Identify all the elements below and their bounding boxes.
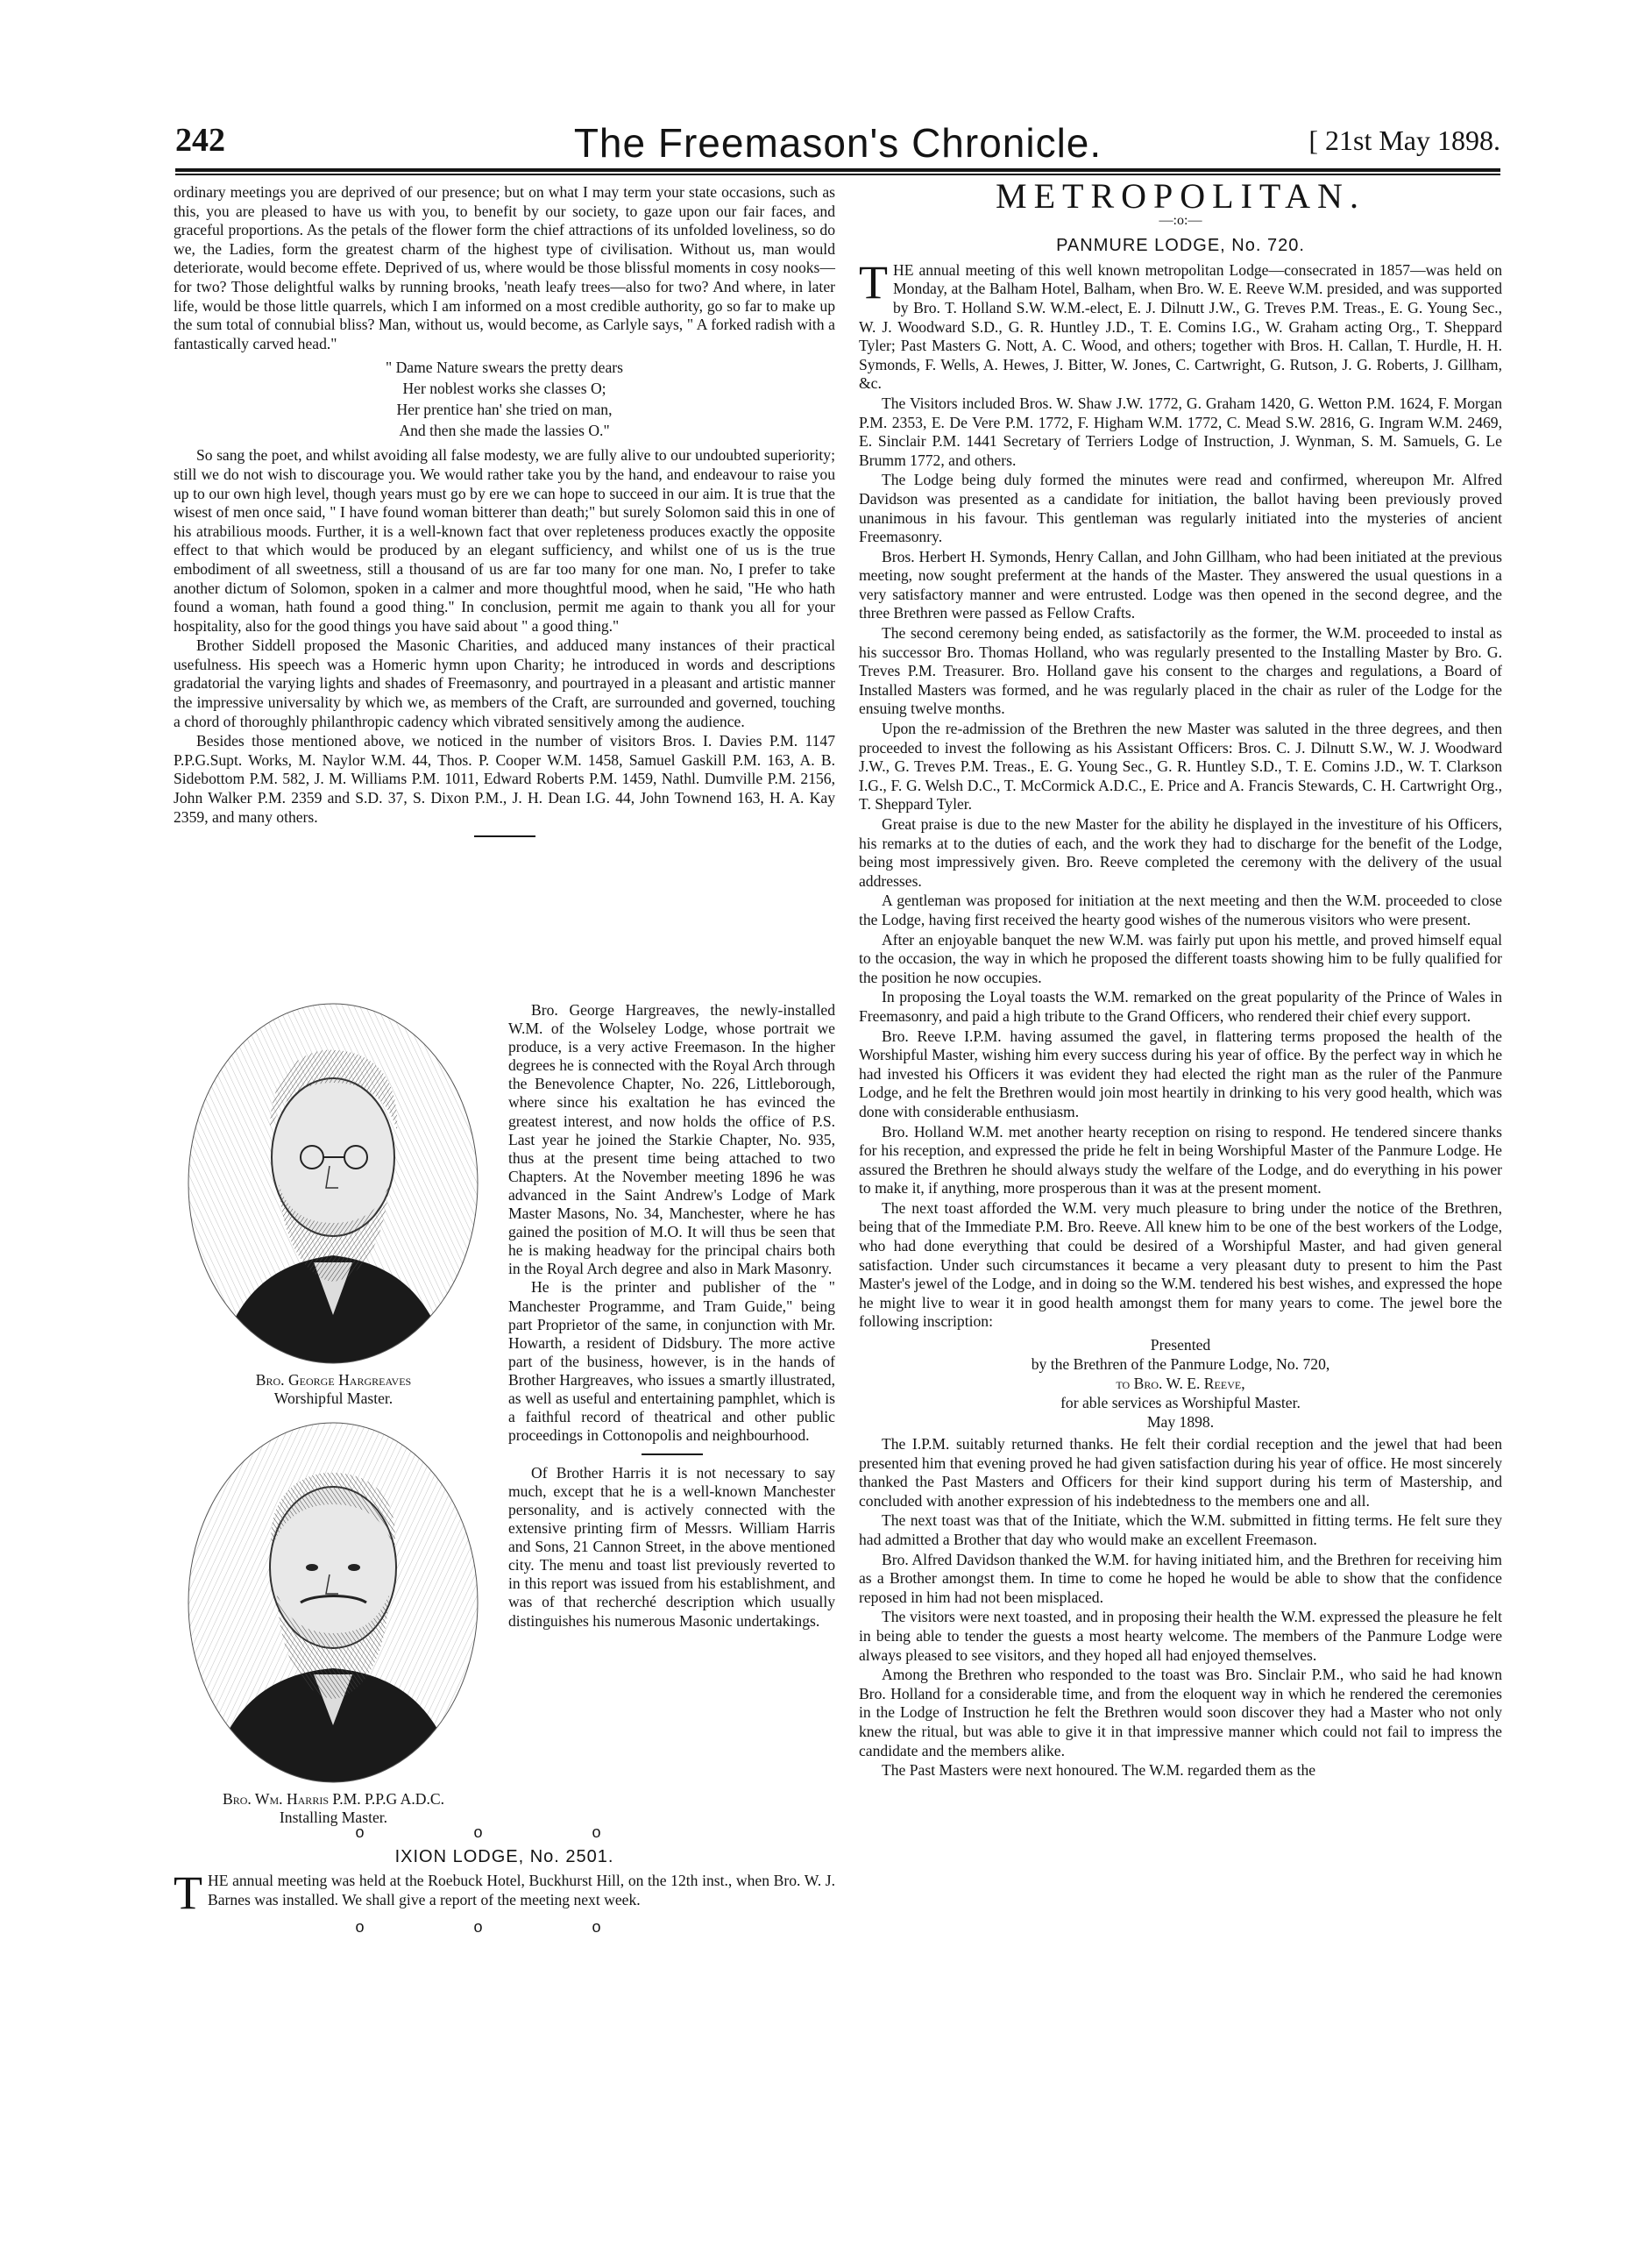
paragraph: The I.P.M. suitably returned thanks. He felt their cordial reception and the jewel that had been presented him that evening proved he had given satisfaction during his year of office. He most sincerely thanked the Past Masters and Officers for their kind support during his term of Mastership, and concluded with another expression of his indebtedness to the members one and all. <box>859 1435 1502 1510</box>
paragraph-text: HE annual meeting of this well known metropolitan Lodge—consecrated in 1857—was held on Monday, at the Balham Hotel, Balham, when Bro. W. E. Reeve W.M. presided, and was supported by Bro. T. Holland S.W. W.M.-elect, E. J. Dilnutt J.W., G. Treves P.M. Treas., E. G. Young Sec., W. J. Woodward S.D., G. R. Huntley J.D., T. E. Comins I.G., W. Graham acting Org., T. Sheppard Tyler; Past Masters G. Nott, A. C. Wood, and others; together with Bros. H. Callan, T. Hurdle, H. H. Symonds, F. Wells, A. Hewes, J. Bitter, W. Jones, C. Cartwright, G. Rutson, J. G. Roberts, J. Gillham, &c. <box>859 260 1502 393</box>
verse-line: Her noblest works she classes O; <box>402 380 606 398</box>
inscription-line: by the Brethren of the Panmure Lodge, No. 720, <box>1031 1355 1330 1374</box>
portrait-hargreaves <box>182 999 485 1408</box>
paragraph: ordinary meetings you are deprived of our presence; but on what I may term your state occasions, such as this, you are pleased to have us with you, to benefit by our society, to gaze upon our fair faces, and graceful proportions. As the petals of the flower form the chief attractions of its unfolded loveliness, so do we, the Ladies, form the greatest charm of the highest type of civilisation. Without us, man would deteriorate, would become effete. Deprived of us, where would be those blissful moments in cosy nooks—for two? Those delightful walks by running brooks, 'neath leafy trees—also for two? And where, in later life, would be those little quarrels, which I am informed on a most credible authority, go so far to make up the sum total of connubial bliss? Man, without us, would become, as Carlyle says, " A forked radish with a fantastically carved head." <box>174 183 835 352</box>
newspaper-title: The Freemason's Chronicle. <box>573 120 1103 166</box>
paragraph: Bro. Alfred Davidson thanked the W.M. for having initiated him, and the Brethren for receiving him as a Brother amongst them. In time to come he hoped he would be able to show that the confidence reposed in him had not been misplaced. <box>859 1550 1502 1606</box>
paragraph: The Lodge being duly formed the minutes were read and confirmed, whereupon Mr. Alfred Davidson was presented as a candidate for initiation, the ballot having been previously proved unanimous in his favour. This gentleman was regularly initiated into the mysteries of ancient Freemasonry. <box>859 471 1502 546</box>
caption-hargreaves <box>182 1371 485 1408</box>
paragraph: A gentleman was proposed for initiation at the next meeting and then the W.M. proceeded to close the Lodge, having first received the hearty good wishes of the numerous visitors who were present. <box>859 892 1502 928</box>
ornament: o o o <box>355 1918 654 1937</box>
ixion-lodge-section <box>174 1823 835 1937</box>
inscription-line: May 1898. <box>1146 1413 1215 1432</box>
page-number: 242 <box>175 122 225 159</box>
paragraph: Brother Siddell proposed the Masonic Charities, and adduced many instances of their practical usefulness. His speech was a Homeric hymn upon Charity; he introduced in words and descriptions gradatorial the varying lights and shades of Freemasonry, and pourtrayed in a pleasant and artistic manner the impressive universality by which we, as members of the Craft, are surrounded and governed, touching a chord of thoroughly philanthropic cadency which vibrated sensitively among the audience. <box>174 636 835 730</box>
paragraph <box>174 1866 835 1920</box>
portrait-hargreaves-engraving-icon <box>182 999 485 1368</box>
verse-line: And then she made the lassies O." <box>399 422 610 440</box>
paragraph: Upon the re-admission of the Brethren the new Master was saluted in the three degrees, and then proceeded to invest the following as his Assistant Officers: Bros. C. J. Dilnutt S.W., W. J. Woodward J.W., G. Treves P.M. Treas., E. G. Young Sec., G. R. Huntley S.D., T. E. Comins J.D., W. T. Clarkson I.G., F. G. Welsh D.C., T. McCormick A.D.C., E. Price and A. Francis Stewards, C. H. Cartwright Org., T. Sheppard Tyler. <box>859 720 1502 814</box>
section-title: METROPOLITAN. <box>996 176 1365 216</box>
verse-line: " Dame Nature swears the pretty dears <box>386 359 623 377</box>
section-divider <box>474 835 535 837</box>
inscription-line: Presented <box>1150 1336 1211 1354</box>
lodge-heading: PANMURE LODGE, No. 720. <box>1056 236 1305 256</box>
paragraph: Bro. Holland W.M. met another hearty reception on rising to respond. He tendered sincere thanks for his reception, and expressed the pride he felt in being Worshipful Master of the Panmure Lodge. He assured the Brethren he should always study the welfare of the Lodge, and do everything in his power to make it, if anything, more prosperous than it was at the present moment. <box>859 1122 1502 1198</box>
drop-cap: T <box>859 255 888 309</box>
jewel-inscription <box>859 1335 1502 1432</box>
paragraph: The Visitors included Bros. W. Shaw J.W. 1772, G. Graham 1420, G. Wetton P.M. 1624, F. Morgan P.M. 2353, E. De Vere P.M. 1772, F. Higham W.M. 1772, C. Mead S.W. 2816, G. Ingram W.M. 2469, E. Sinclair P.M. 1441 Secretary of Terriers Lodge of Instruction, J. Wynman, S. M. Samuels, G. Le Brumm 1772, and others. <box>859 394 1502 469</box>
paragraph: The second ceremony being ended, as satisfactorily as the former, the W.M. proceeded to instal as his successor Bro. Thomas Holland, who was regularly presented to the Installing Master by Bro. G. Treves P.M. Treasurer. Bro. Holland gave his consent to the charges and regulations, a Board of Installed Masters was formed, and he was regularly placed in the chair as ruler of the Lodge for the ensuing twelve months. <box>859 624 1502 718</box>
paragraph: The next toast was that of the Initiate, which the W.M. submitted in fitting terms. He felt sure they had admitted a Brother that day who would make an excellent Freemason. <box>859 1511 1502 1548</box>
section-divider <box>642 1453 703 1455</box>
paragraph: The visitors were next toasted, and in proposing their health the W.M. expressed the pleasure he felt in being able to tender the guests a most hearty welcome. The members of the Panmure Lodge were always pleased to see visitors, and they hoped all had enjoyed themselves. <box>859 1608 1502 1664</box>
section-ornament: —:o:— <box>1159 212 1202 228</box>
portrait-harris-engraving-icon <box>182 1418 485 1787</box>
issue-date: [ 21st May 1898. <box>1308 124 1500 156</box>
paragraph: The Past Masters were next honoured. The W.M. regarded them as the <box>882 1761 1316 1780</box>
biography-column <box>508 1001 835 1631</box>
caption-harris <box>182 1790 485 1827</box>
caption-role: Installing Master. <box>279 1809 388 1826</box>
right-column <box>859 176 1502 1781</box>
paragraph: Of Brother Harris it is not necessary to say much, except that he is a well-known Manchester personality, and is actively connected with the extensive printing firm of Messrs. William Harris and Sons, 21 Cannon Street, in the above mentioned city. The menu and toast list previously reverted to in this report was issued from his establishment, and was of that recherché description which usually distinguishes his numerous Masonic undertakings. <box>508 1463 835 1630</box>
inscription-line: for able services as Worshipful Master. <box>1060 1394 1301 1412</box>
paragraph: He is the printer and publisher of the " Manchester Programme, and Tram Guide," being part Proprietor of the same, in conjunction with Mr. Howarth, a resident of Didsbury. The more active part of the business, however, is in the hands of Brother Hargreaves, who issues a smartly illustrated, as well as useful and entertaining pamphlet, which is a faithful record of theatrical and other public proceedings in Cottonopolis and neighbourhood. <box>508 1278 835 1445</box>
paragraph: After an enjoyable banquet the new W.M. was fairly put upon his mettle, and proved himself equal to the occasion, the way in which he proposed the different toasts showing him to be fully qualified for the position he now occupies. <box>859 930 1502 986</box>
verse-line: Her prentice han' she tried on man, <box>396 401 613 419</box>
masthead <box>175 121 1500 165</box>
paragraph: Bros. Herbert H. Symonds, Henry Callan, and John Gillham, who had been initiated at the previous meeting, now sought preferment at the hands of the Master. They answered the usual questions in a very satisfactory manner and were entrusted. Lodge was then opened in the second degree, and the three Brethren were passed as Fellow Crafts. <box>859 547 1502 622</box>
masthead-rule <box>175 168 1500 172</box>
masthead-rule-thin <box>175 174 1500 175</box>
paragraph: So sang the poet, and whilst avoiding all false modesty, we are fully alive to our undoubted superiority; still we do not wish to discourage you. We would rather take you by the hand, and endeavour to raise you up to our own high level, though years must go by ere we can hope to succeed in our aim. It is true that the wisest of men once said, " I have found woman bitterer than death;" but surely Solomon said this in one of his atrabilious moods. Further, it is a well-known fact that over repleteness produces exactly the opposite effect to that which would be produced by an elegant sufficiency, and whilst one of us is the true embodiment of all sweetness, still a thousand of us are far too many for one man. No, I prefer to take another dictum of Solomon, spoken in a calmer and more thoughtful mood, when he said, "He who hath found a woman, hath found a good thing." In conclusion, permit me again to thank you all for your hospitality, also for the good things you have said about " a good thing." <box>174 446 835 635</box>
portrait-area <box>174 999 493 1827</box>
caption-name: Bro. Wm. Harris P.M. P.P.G A.D.C. <box>222 1790 445 1808</box>
ornament: o o o <box>355 1823 654 1841</box>
paragraph: Bro. Reeve I.P.M. having assumed the gavel, in flattering terms proposed the health of the Worshipful Master, wishing him every success during his year of office. By the perfect way in which he had invested his Officers it was evident they had elected the right man as the ruler of the Panmure Lodge, and he felt the Brethren would join most heartily in drinking to his very good health, which was done with considerable enthusiasm. <box>859 1027 1502 1120</box>
left-column <box>174 183 835 846</box>
drop-cap: T <box>174 1866 202 1920</box>
paragraph: Great praise is due to the new Master for the ability he displayed in the investiture of his Officers, his remarks at to the duties of each, and the work they had to discharge for the benefit of the Lodge, being most impressively given. Bro. Reeve completed the ceremony with the delivery of the usual addresses. <box>859 815 1502 890</box>
paragraph-text: HE annual meeting was held at the Roebuck Hotel, Buckhurst Hill, on the 12th inst., when Bro. W. J. Barnes was installed. We shall give a report of the meeting next week. <box>208 1872 835 1908</box>
paragraph: In proposing the Loyal toasts the W.M. remarked on the great popularity of the Prince of Wales in Freemasonry, and paid a high tribute to the Grand Officers, who rendered their chief every support. <box>859 988 1502 1025</box>
paragraph: The next toast afforded the W.M. very much pleasure to bring under the notice of the Brethren, being that of the Immediate P.M. Bro. Reeve. All knew him to be one of the best workers of the Lodge, who had done everything that could be desired of a Worshipful Master, and had given general satisfaction. Under such circumstances it became a very pleasant duty to present to him the Past Master's jewel of the Lodge, and in doing so the W.M. tendered his best wishes, and expressed the hope he might live to wear it in good health amongst them for many years to come. The jewel bore the following inscription: <box>859 1198 1502 1331</box>
paragraph: Among the Brethren who responded to the toast was Bro. Sinclair P.M., who said he had known Bro. Holland for a considerable time, and from the eloquent way in which he rendered the ceremonies in the Lodge of Instruction he felt the Brethren would soon discover they had a Master who not only knew the ritual, but was able to give it in that impressive manner which could not fail to impress the candidate and the members alike. <box>859 1666 1502 1759</box>
lodge-heading: IXION LODGE, No. 2501. <box>394 1846 614 1866</box>
caption-role: Worshipful Master. <box>273 1389 394 1407</box>
portrait-harris <box>182 1418 485 1827</box>
inscription-line: to Bro. W. E. Reeve, <box>1116 1375 1245 1393</box>
paragraph: Besides those mentioned above, we noticed in the number of visitors Bros. I. Davies P.M. 1147 P.P.G.Supt. Works, M. Naylor W.M. 44, Thos. P. Cooper W.M. 1458, Samuel Gaskill P.M. 163, A. B. Sidebottom P.M. 582, J. M. Williams P.M. 1011, Edward Roberts P.M. 1459, Nathl. Dumville P.M. 2156, John Walker P.M. 2359 and S.D. 37, S. Dixon P.M., J. H. Dean I.G. 44, John Townend 163, H. A. Kay 2359, and many others. <box>174 732 835 826</box>
paragraph <box>859 255 1502 394</box>
verse <box>174 357 835 441</box>
caption-name: Bro. George Hargreaves <box>255 1371 412 1389</box>
paragraph: Bro. George Hargreaves, the newly-installed W.M. of the Wolseley Lodge, whose portrait we produce, is a very active Freemason. In the higher degrees he is connected with the Royal Arch through the Benevolence Chapter, No. 226, Littleborough, where since his exaltation he has evinced the greatest interest, and now holds the office of P.S. Last year he joined the Starkie Chapter, No. 935, thus at the present time being attached to two Chapters. At the November meeting 1896 he was advanced in the Saint Andrew's Lodge of Mark Master Masons, No. 34, Manchester, where he has gained the position of M.O. It will thus be seen that he is making headway for the principal chairs both in the Royal Arch degree and also in Mark Masonry. <box>508 1001 835 1278</box>
